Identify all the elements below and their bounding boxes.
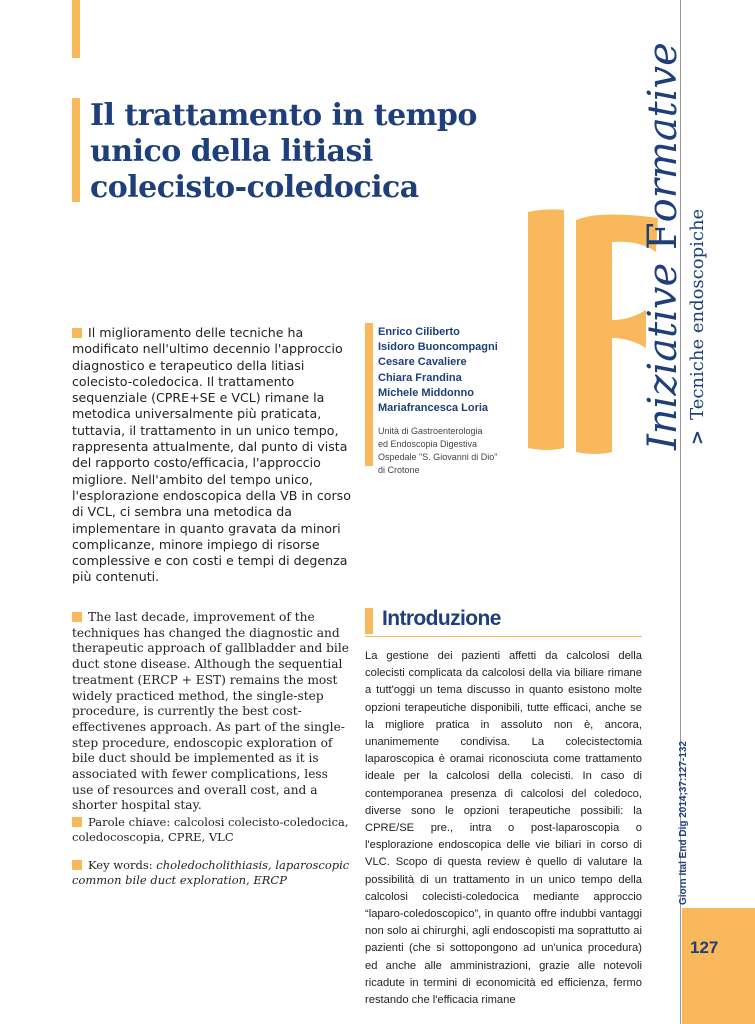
author-name: Enrico Ciliberto xyxy=(378,326,460,338)
section-vertical-subtitle xyxy=(687,209,708,445)
author-name: Isidoro Buoncompagni xyxy=(378,341,498,354)
abstract-english-text: The last decade, improvement of the techniques has changed the diagnostic and therapeutic approach of gallbladder and bile duct stone disease. Although the sequential treatment (ERCP + EST) remains the most widely practiced method, the single-step procedure, is currently the best cost-effectivenes approach. As part of the single-step procedure, endoscopic exploration of bile duct should be implemented as it is associated with fewer complications, less use of resources and overall cost, and a shorter hospital stay. xyxy=(72,610,349,813)
square-bullet-icon xyxy=(72,612,82,622)
vertical-subtitle-text: Tecniche endoscopiche xyxy=(687,208,708,420)
author-name: Michele Middonno xyxy=(378,386,474,399)
vertical-title-rest: ormative xyxy=(640,42,686,223)
introduction-body: La gestione dei pazienti affetti da calcolosi della colecisti complicata da calcolosi della via biliare rimane a tutt'oggi un tema discusso in quanto esistono molte opzioni terapeutiche disponibili, tutte efficaci, anche se la migliore pratica in assoluto non è, ancora, unanimemente condivisa. La colecistectomia laparoscopica è oramai riconosciuta come trattamento ideale per la calcolosi della colecisti. In caso di contemporanea presenza di calcolosi del coledoco, diverse sono le opzioni terapeutiche possibili: la CPRE/SE pre., intra o post-laparoscopia o l'esplorazione endoscopica delle vie biliari in corso di VLC. Scopo di questa review è quello di valutare la possibilità di un trattamento in un unico tempo della calcolosi colecisti-coledocica mediante approccio “laparo-coledoscopico”, in quanto offre indubbi vantaggi non solo ai chirurghi, agli endoscopisti ma soprattutto ai pazienti (che si sottopongono ad un'unica procedura) ed anche alle amministrazioni, grazie alle notevoli ricadute in termini di economicità ed efficienza, fermo restando che l'efficacia rimane xyxy=(365,650,642,1007)
affiliation-line: Unità di Gastroenterologia xyxy=(378,426,483,436)
affiliation-line: di Crotone xyxy=(378,465,420,475)
author-list xyxy=(378,325,528,416)
journal-citation: Giorn Ital End Dig 2014;37:127-132 xyxy=(678,741,689,905)
title-line-3: colecisto-coledocica xyxy=(90,170,419,205)
affiliation xyxy=(378,425,528,477)
keywords-en-value: choledocholithiasis, laparoscopic common bile duct exploration, ERCP xyxy=(72,858,350,887)
title-line-2: unico della litiasi xyxy=(90,134,373,169)
page-number-box xyxy=(682,908,755,1024)
square-bullet-icon xyxy=(72,860,82,870)
section-heading: Introduzione xyxy=(382,607,501,630)
top-accent-bar xyxy=(72,0,80,58)
keywords-it-value: calcolosi colecisto-coledocica, coledocoscopia, CPRE, VLC xyxy=(72,815,349,844)
section-accent-bar xyxy=(365,608,373,634)
author-name: Mariafrancesca Loria xyxy=(378,402,489,415)
page-number: 127 xyxy=(690,938,719,957)
keywords-block xyxy=(72,815,362,901)
affiliation-line: Ospedale "S. Giovanni di Dio" xyxy=(378,452,498,462)
title-line-1: Il trattamento in tempo xyxy=(90,98,477,133)
keywords-english xyxy=(72,858,362,888)
arrow-icon: > xyxy=(687,429,708,445)
decorative-if-letters xyxy=(520,190,660,470)
abstract-italian-text: Il miglioramento delle tecniche ha modificato nell'ultimo decennio l'approccio diagnostico e terapeutico della litiasi colecisto-coledocica. Il trattamento sequenziale (CPRE+SE e VCL) rimane la metodica universalmente più praticata, tuttavia, il trattamento in un unico tempo, rappresenta attualmente, dal punto di vista del rapporto costo/efficacia, l'approccio migliore. Nell'ambito del tempo unico, l'esplorazione endoscopica della VB in corso di VCL, ci sembra una metodica da implementare in quanto gravata da minori complicanze, minore impiego di risorse complessive e con costi e tempi di degenza più contenuti. xyxy=(72,325,351,585)
square-bullet-icon xyxy=(72,817,82,827)
vertical-title-prefix: Iniziative xyxy=(640,250,686,450)
author-name: Cesare Cavaliere xyxy=(378,356,467,369)
affiliation-line: ed Endoscopia Digestiva xyxy=(378,439,478,449)
abstract-english xyxy=(72,610,352,814)
section-vertical-title xyxy=(640,42,686,450)
abstract-italian xyxy=(72,325,352,586)
keywords-italian xyxy=(72,815,362,845)
author-name: Chiara Frandina xyxy=(378,371,462,384)
vertical-title-f: F xyxy=(640,222,686,251)
keywords-it-label: Parole chiave: xyxy=(88,815,171,829)
section-heading-rule xyxy=(365,636,642,637)
authors-accent-bar xyxy=(365,323,373,466)
article-title xyxy=(90,98,510,206)
keywords-en-label: Key words: xyxy=(88,858,153,872)
square-bullet-icon xyxy=(72,328,82,338)
title-accent-bar xyxy=(72,98,80,202)
